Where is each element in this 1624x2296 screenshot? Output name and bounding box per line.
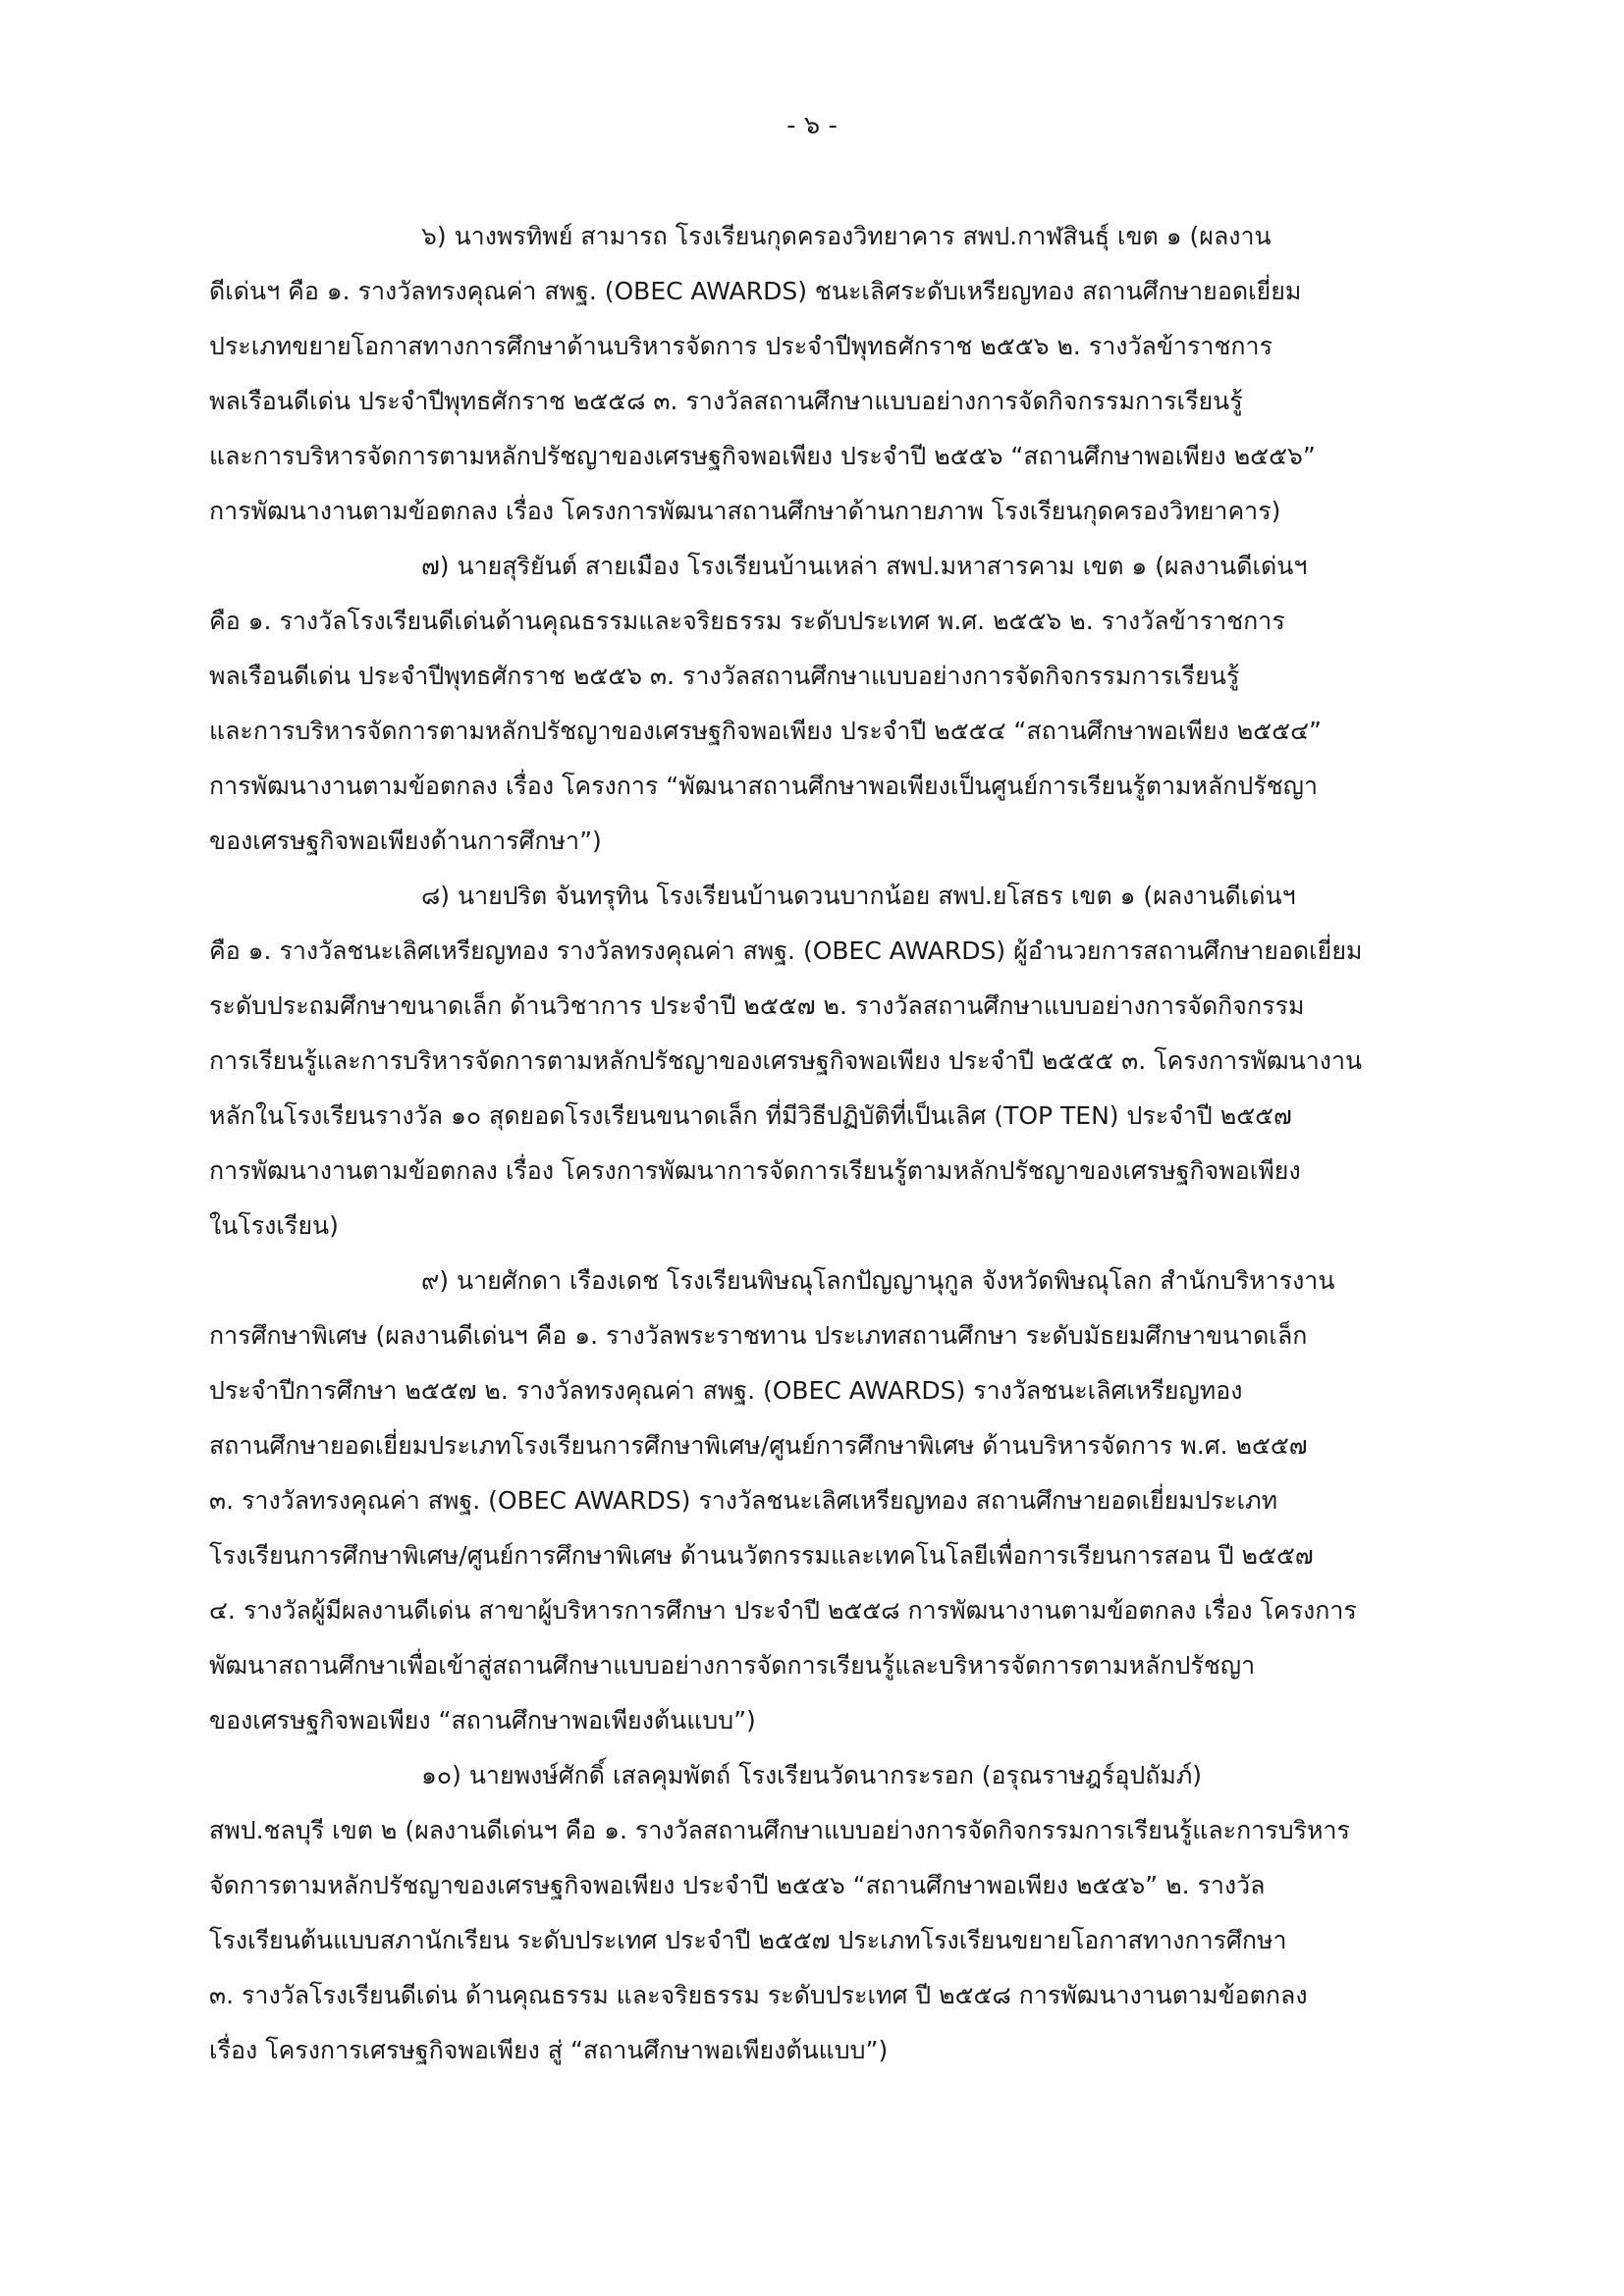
paragraph-line: ระดับประถมศึกษาขนาดเล็ก ด้านวิชาการ ประจำปี ๒๕๕๗ ๒. รางวัลสถานศึกษาแบบอย่างการจัดกิจกรรม <box>209 991 1305 1020</box>
paragraph-line: พลเรือนดีเด่น ประจำปีพุทธศักราช ๒๕๕๖ ๓. รางวัลสถานศึกษาแบบอย่างการจัดกิจกรรมการเรียนรู้ <box>209 662 1240 690</box>
paragraph-line: พัฒนาสถานศึกษาเพื่อเข้าสู่สถานศึกษาแบบอย่างการจัดการเรียนรู้และบริหารจัดการตามหลักปรัชญา <box>209 1651 1256 1680</box>
paragraph-line: การพัฒนางานตามข้อตกลง เรื่อง โครงการ “พัฒนาสถานศึกษาพอเพียงเป็นศูนย์การเรียนรู้ตามหลักปรัชญา <box>209 772 1319 800</box>
paragraph-line: ๖) นางพรทิพย์ สามารถ โรงเรียนกุดครองวิทยาคาร สพป.กาฬสินธุ์ เขต ๑ (ผลงาน <box>421 222 1272 250</box>
paragraph-line: ในโรงเรียน) <box>209 1211 339 1240</box>
paragraph-line: การศึกษาพิเศษ (ผลงานดีเด่นฯ คือ ๑. รางวัลพระราชทาน ประเภทสถานศึกษา ระดับมัธยมศึกษาขนาดเล็ก <box>209 1321 1308 1350</box>
paragraph-line: การพัฒนางานตามข้อตกลง เรื่อง โครงการพัฒนาการจัดการเรียนรู้ตามหลักปรัชญาของเศรษฐกิจพอเพียง <box>209 1156 1301 1185</box>
paragraph-line: พลเรือนดีเด่น ประจำปีพุทธศักราช ๒๕๕๘ ๓. รางวัลสถานศึกษาแบบอย่างการจัดกิจกรรมการเรียนรู้ <box>209 387 1243 415</box>
paragraph-line: ๘) นายปริต จันทรุทิน โรงเรียนบ้านดวนบากน้อย สพป.ยโสธร เขต ๑ (ผลงานดีเด่นฯ <box>421 881 1296 910</box>
paragraph-line: ประเภทขยายโอกาสทางการศึกษาด้านบริหารจัดการ ประจำปีพุทธศักราช ๒๕๕๖ ๒. รางวัลข้าราชการ <box>209 332 1273 360</box>
paragraph-line: ๙) นายศักดา เรืองเดช โรงเรียนพิษณุโลกปัญญานุกูล จังหวัดพิษณุโลก สำนักบริหารงาน <box>421 1266 1335 1295</box>
paragraph-line: การเรียนรู้และการบริหารจัดการตามหลักปรัชญาของเศรษฐกิจพอเพียง ประจำปี ๒๕๕๕ ๓. โครงการพัฒนางาน <box>209 1046 1363 1075</box>
paragraph-line: จัดการตามหลักปรัชญาของเศรษฐกิจพอเพียง ประจำปี ๒๕๕๖ “สถานศึกษาพอเพียง ๒๕๕๖” ๒. รางวัล <box>209 1871 1266 1899</box>
paragraph-line: ๓. รางวัลโรงเรียนดีเด่น ด้านคุณธรรม และจริยธรรม ระดับประเทศ ปี ๒๕๕๘ การพัฒนางานตามข้อตกลง <box>209 1981 1308 2009</box>
paragraph-line: คือ ๑. รางวัลโรงเรียนดีเด่นด้านคุณธรรมและจริยธรรม ระดับประเทศ พ.ศ. ๒๕๕๖ ๒. รางวัลข้าราชการ <box>209 607 1285 635</box>
page-number: - ๖ - <box>786 111 838 140</box>
paragraph-line: สถานศึกษายอดเยี่ยมประเภทโรงเรียนการศึกษาพิเศษ/ศูนย์การศึกษาพิเศษ ด้านบริหารจัดการ พ.ศ. ๒๕๕๗ <box>209 1431 1308 1460</box>
document-body <box>209 209 1446 2078</box>
paragraph-item-8 <box>209 869 1446 1254</box>
paragraph-item-10 <box>209 1748 1446 2078</box>
paragraph-line: และการบริหารจัดการตามหลักปรัชญาของเศรษฐกิจพอเพียง ประจำปี ๒๕๕๖ “สถานศึกษาพอเพียง ๒๕๕๖” <box>209 442 1316 470</box>
paragraph-line: คือ ๑. รางวัลชนะเลิศเหรียญทอง รางวัลทรงคุณค่า สพฐ. (OBEC AWARDS) ผู้อำนวยการสถานศึกษายอดเยี่ยม <box>209 936 1363 965</box>
paragraph-line: ดีเด่นฯ คือ ๑. รางวัลทรงคุณค่า สพฐ. (OBEC AWARDS) ชนะเลิศระดับเหรียญทอง สถานศึกษายอดเยี่ยม <box>209 277 1302 305</box>
paragraph-line: ของเศรษฐกิจพอเพียงด้านการศึกษา”) <box>209 827 602 855</box>
paragraph-item-7 <box>209 539 1446 869</box>
paragraph-line: เรื่อง โครงการเศรษฐกิจพอเพียง สู่ “สถานศึกษาพอเพียงต้นแบบ”) <box>209 2036 889 2064</box>
paragraph-line: การพัฒนางานตามข้อตกลง เรื่อง โครงการพัฒนาสถานศึกษาด้านกายภาพ โรงเรียนกุดครองวิทยาคาร) <box>209 497 1281 525</box>
paragraph-line: สพป.ชลบุรี เขต ๒ (ผลงานดีเด่นฯ คือ ๑. รางวัลสถานศึกษาแบบอย่างการจัดกิจกรรมการเรียนรู้และการบริหาร <box>209 1816 1350 1844</box>
paragraph-line: โรงเรียนต้นแบบสภานักเรียน ระดับประเทศ ประจำปี ๒๕๕๗ ประเภทโรงเรียนขยายโอกาสทางการศึกษา <box>209 1926 1287 1954</box>
paragraph-line: หลักในโรงเรียนรางวัล ๑๐ สุดยอดโรงเรียนขนาดเล็ก ที่มีวิธีปฏิบัติที่เป็นเลิศ (TOP TEN) ประจำปี ๒๕๕๗ <box>209 1101 1292 1130</box>
paragraph-line: และการบริหารจัดการตามหลักปรัชญาของเศรษฐกิจพอเพียง ประจำปี ๒๕๕๔ “สถานศึกษาพอเพียง ๒๕๕๔” <box>209 717 1322 745</box>
paragraph-line: โรงเรียนการศึกษาพิเศษ/ศูนย์การศึกษาพิเศษ ด้านนวัตกรรมและเทคโนโลยีเพื่อการเรียนการสอน ปี ๒๕๕๗ <box>209 1541 1314 1570</box>
paragraph-line: ของเศรษฐกิจพอเพียง “สถานศึกษาพอเพียงต้นแบบ”) <box>209 1706 756 1735</box>
paragraph-line: ๓. รางวัลทรงคุณค่า สพฐ. (OBEC AWARDS) รางวัลชนะเลิศเหรียญทอง สถานศึกษายอดเยี่ยมประเภท <box>209 1486 1278 1515</box>
paragraph-line: ประจำปีการศึกษา ๒๕๕๗ ๒. รางวัลทรงคุณค่า สพฐ. (OBEC AWARDS) รางวัลชนะเลิศเหรียญทอง <box>209 1376 1243 1405</box>
paragraph-line: ๑๐) นายพงษ์ศักดิ์ เสลคุมพัตถ์ โรงเรียนวัดนากระรอก (อรุณราษฎร์อุปถัมภ์) <box>421 1761 1203 1789</box>
paragraph-line: ๔. รางวัลผู้มีผลงานดีเด่น สาขาผู้บริหารการศึกษา ประจำปี ๒๕๕๘ การพัฒนางานตามข้อตกลง เรื่อง โครงการ <box>209 1596 1357 1625</box>
paragraph-item-6 <box>209 209 1446 539</box>
paragraph-line: ๗) นายสุริยันต์ สายเมือง โรงเรียนบ้านเหล่า สพป.มหาสารคาม เขต ๑ (ผลงานดีเด่นฯ <box>421 552 1308 580</box>
paragraph-item-9 <box>209 1254 1446 1748</box>
